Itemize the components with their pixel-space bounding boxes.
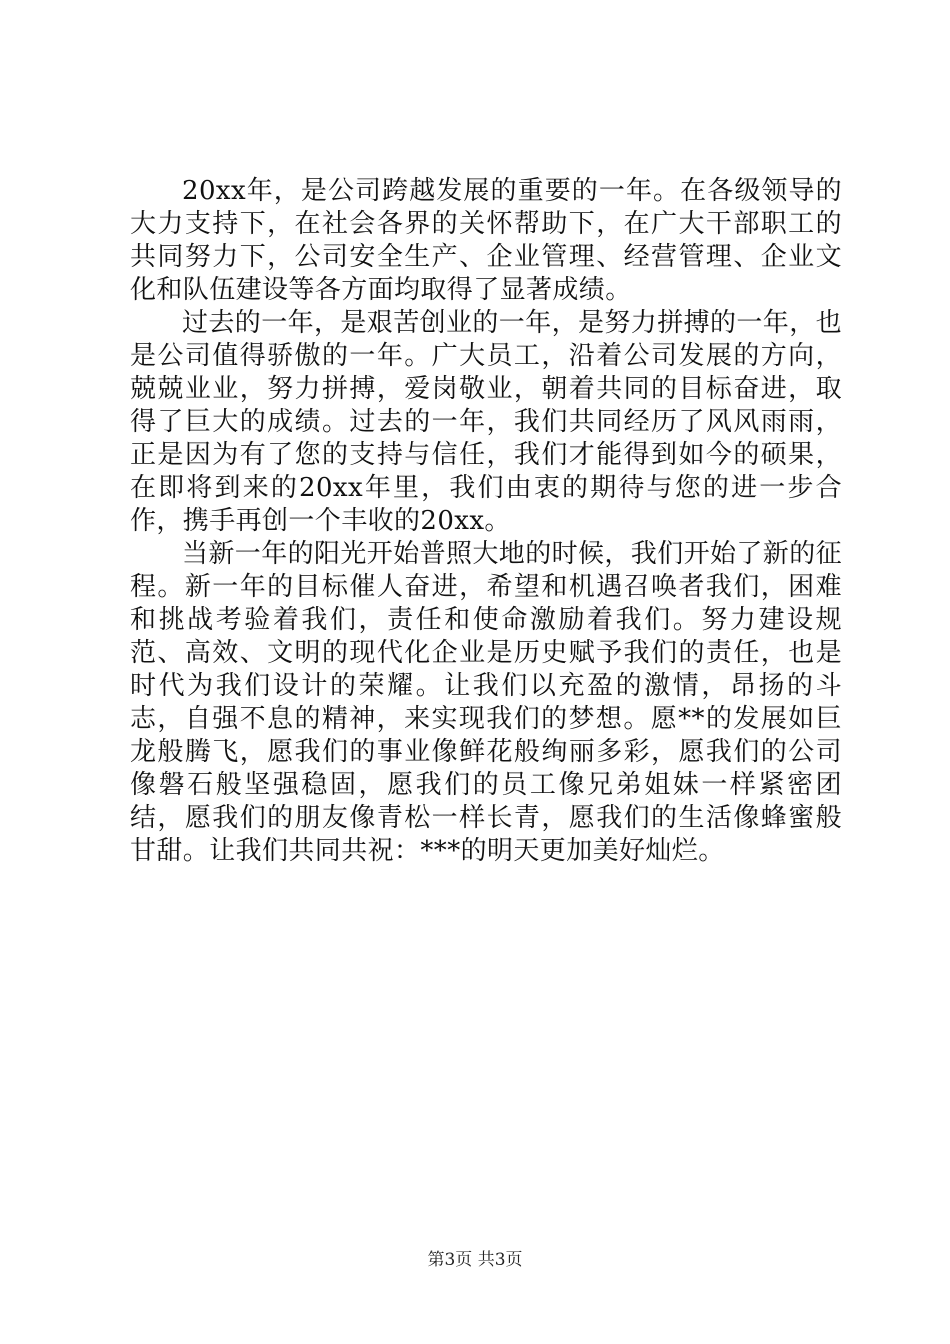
page-number-footer: 第3页 共3页 <box>427 1250 523 1270</box>
paragraph-1: 20xx年，是公司跨越发展的重要的一年。在各级领导的大力支持下，在社会各界的关怀帮助下，在广大干部职工的共同努力下，公司安全生产、企业管理、经营管理、企业文化和队伍建设等各方面均取得了显著成绩。 <box>130 176 842 305</box>
paragraph-3: 当新一年的阳光开始普照大地的时候，我们开始了新的征程。新一年的目标催人奋进，希望和机遇召唤者我们，困难和挑战考验着我们，责任和使命激励着我们。努力建设规范、高效、文明的现代化企业是历史赋予我们的责任，也是时代为我们设计的荣耀。让我们以充盈的激情，昂扬的斗志，自强不息的精神，来实现我们的梦想。愿**的发展如巨龙般腾飞，愿我们的事业像鲜花般绚丽多彩，愿我们的公司像磐石般坚强稳固，愿我们的员工像兄弟姐妹一样紧密团结，愿我们的朋友像青松一样长青，愿我们的生活像蜂蜜般甘甜。让我们共同共祝：***的明天更加美好灿烂。 <box>130 539 843 866</box>
document-body <box>130 175 842 868</box>
paragraph-2: 过去的一年，是艰苦创业的一年，是努力拼搏的一年，也是公司值得骄傲的一年。广大员工，沿着公司发展的方向，兢兢业业，努力拼搏，爱岗敬业，朝着共同的目标奋进，取得了巨大的成绩。过去的一年，我们共同经历了风风雨雨，正是因为有了您的支持与信任，我们才能得到如今的硕果，在即将到来的20xx年里，我们由衷的期待与您的进一步合作，携手再创一个丰收的20xx。 <box>130 308 843 536</box>
